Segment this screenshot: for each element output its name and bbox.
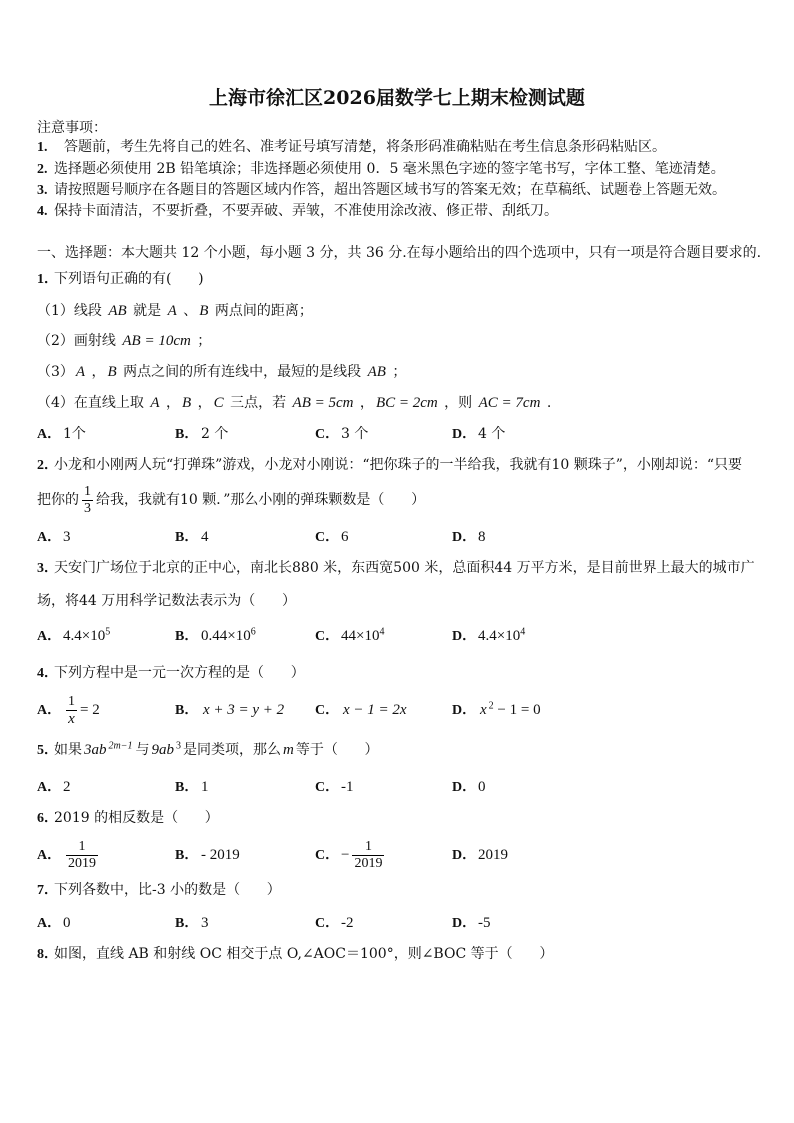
math-expression: B <box>199 303 209 319</box>
option-text: 4 个 <box>478 426 506 442</box>
option-label: A． <box>37 916 62 931</box>
fraction <box>66 839 98 872</box>
question-text: 如图，直线 AB 和射线 OC 相交于点 O,∠AOC＝100°，则∠BOC 等于（ ） <box>54 946 554 962</box>
question-text: 把你的 <box>37 492 79 508</box>
q2-option-a <box>37 528 71 547</box>
q2-option-c <box>315 528 349 547</box>
option-text: 1 <box>201 779 209 795</box>
statement-label: （1） <box>37 303 74 319</box>
question-text: 场，将44 万用科学记数法表示为（ ） <box>37 593 296 609</box>
notice-text: 请按照题号顺序在各题目的答题区域内作答，超出答题区域书写的答案无效；在草稿纸、试题卷上答题无效。 <box>54 182 726 198</box>
statement-label: （2） <box>37 333 74 349</box>
statement-text: ，则 <box>439 395 477 411</box>
fraction-denominator: x <box>66 710 77 727</box>
question-4-stem <box>37 664 305 683</box>
notice-number: 1. <box>37 140 48 155</box>
question-text: 下列方程中是一元一次方程的是（ ） <box>54 665 305 681</box>
option-text: 2 个 <box>201 426 229 442</box>
question-number: 3． <box>37 561 58 576</box>
option-text: -2 <box>341 915 354 931</box>
option-text: -1 <box>341 779 354 795</box>
option-label: C． <box>315 848 340 863</box>
q4-option-c <box>315 692 409 729</box>
statement-text: ， <box>87 364 106 380</box>
notice-heading: 注意事项： <box>37 120 107 136</box>
question-6-stem <box>37 809 219 828</box>
question-text: 等于（ ） <box>295 742 379 758</box>
question-text: 天安门广场位于北京的正中心，南北长880 米，东西宽500 米，总面积44 万平方米，是目前世界上最大的城市广 <box>54 560 755 576</box>
q2-option-d <box>452 528 486 547</box>
statement-text: ； <box>387 364 407 380</box>
notice-item <box>37 181 726 200</box>
exponent: 4 <box>379 626 385 638</box>
statement-text: . <box>542 395 552 411</box>
statement-text: 三点，若 <box>225 395 291 411</box>
fraction-denominator: 2019 <box>68 855 96 871</box>
math-expression: BC = 2cm <box>375 395 438 411</box>
notice-text: 答题前，考生先将自己的姓名、准考证号填写清楚，将条形码准确粘贴在考生信息条形码粘贴区。 <box>64 139 666 155</box>
question-5-stem <box>37 741 379 760</box>
notice-item <box>37 138 666 157</box>
exponent: 2m−1 <box>108 740 133 752</box>
option-label: A． <box>37 427 62 442</box>
q1-statement-1 <box>37 302 313 320</box>
minus-sign: − <box>341 847 350 863</box>
math-expression: 0.44×10 <box>201 628 251 644</box>
question-2-stem <box>37 456 742 475</box>
q6-option-a <box>37 837 101 874</box>
option-text: 8 <box>478 529 486 545</box>
option-label: D． <box>452 703 477 718</box>
q6-option-d <box>452 837 508 874</box>
exponent: 5 <box>105 626 111 638</box>
q7-option-a <box>37 914 71 933</box>
option-label: B． <box>175 530 199 545</box>
math-expression: 3ab <box>84 742 107 758</box>
option-label: D． <box>452 916 477 931</box>
math-expression: AB <box>108 303 127 319</box>
question-text: 给我，我就有10 颗．”那么小刚的弹珠颗数是（ ） <box>96 492 426 508</box>
q5-option-d <box>452 778 486 797</box>
question-3-stem <box>37 559 755 578</box>
math-expression: 9ab <box>151 742 174 758</box>
statement-text: 线段 <box>73 303 107 319</box>
option-text: 4 <box>201 529 209 545</box>
q5-option-b <box>175 778 209 797</box>
question-text: 与 <box>135 742 150 758</box>
option-label: C． <box>315 427 340 442</box>
option-text: 2 <box>63 779 71 795</box>
math-expression: A <box>75 364 86 380</box>
question-7-stem <box>37 881 281 900</box>
fraction-denominator: 2019 <box>354 855 383 871</box>
q2-option-b <box>175 528 209 547</box>
question-number: 5． <box>37 743 58 758</box>
q1-statement-2 <box>37 332 211 350</box>
exponent: 4 <box>520 626 526 638</box>
option-text: -5 <box>478 915 491 931</box>
math-expression: B <box>182 395 192 411</box>
question-number: 6． <box>37 811 58 826</box>
statement-text: ， <box>161 395 180 411</box>
option-label: A． <box>37 530 62 545</box>
option-label: D． <box>452 629 477 644</box>
q6-option-b <box>175 837 240 874</box>
statement-text: 、 <box>178 303 198 319</box>
q7-option-d <box>452 914 491 933</box>
notice-number: 3. <box>37 183 48 198</box>
option-label: C． <box>315 629 340 644</box>
statement-text: 两点之间的所有连线中，最短的是线段 <box>118 364 366 380</box>
option-text: 3 <box>63 529 71 545</box>
statement-text: 画射线 <box>73 333 121 349</box>
option-label: B． <box>175 427 199 442</box>
exponent: 3 <box>175 740 181 752</box>
math-expression: − 1 = 0 <box>493 702 541 718</box>
q5-option-a <box>37 778 71 797</box>
option-label: A． <box>37 848 62 863</box>
option-label: C． <box>315 703 340 718</box>
fraction <box>66 694 77 727</box>
question-2-stem-continued <box>37 482 425 518</box>
question-text: 2019 的相反数是（ ） <box>54 810 219 826</box>
option-label: A． <box>37 629 62 644</box>
option-label: C． <box>315 916 340 931</box>
statement-text: ， <box>355 395 374 411</box>
option-text: 0 <box>478 779 486 795</box>
math-expression: x <box>480 702 487 718</box>
q1-option-b <box>175 425 228 444</box>
statement-label: （3） <box>37 364 74 380</box>
fraction-numerator: 1 <box>78 838 86 854</box>
math-expression: 4.4×10 <box>478 628 521 644</box>
math-expression: AC = 7cm <box>478 395 541 411</box>
notice-item <box>37 202 558 221</box>
option-text: 2019 <box>478 847 508 863</box>
math-expression: AB <box>367 364 386 380</box>
exponent: 6 <box>250 626 256 638</box>
option-label: B． <box>175 848 199 863</box>
q4-option-d <box>452 692 541 729</box>
math-expression: x − 1 = 2x <box>343 702 407 718</box>
question-1-stem <box>37 270 204 289</box>
math-expression: AB = 10cm <box>122 333 191 349</box>
fraction-numerator: 1 <box>68 693 75 709</box>
question-text: 是同类项，那么 <box>182 742 281 758</box>
fraction-numerator: 1 <box>364 838 372 854</box>
option-text: 1个 <box>63 426 86 442</box>
q5-option-c <box>315 778 354 797</box>
math-expression: x + 3 = y + 2 <box>203 702 285 718</box>
question-text: 小龙和小刚两人玩“打弹珠”游戏，小龙对小刚说：“把你珠子的一半给我，我就有10 颗珠子”，小刚却说：“只要 <box>54 457 743 473</box>
section-heading: 一、选择题：本大题共 12 个小题，每小题 3 分，共 36 分.在每小题给出的四个选项中，只有一项是符合题目要求的. <box>37 245 762 261</box>
math-expression: B <box>107 364 117 380</box>
notice-number: 4. <box>37 204 48 219</box>
math-expression: 4.4×10 <box>63 628 106 644</box>
q4-option-b <box>175 692 286 729</box>
option-text: 3 个 <box>341 426 369 442</box>
q4-option-a <box>37 692 100 729</box>
option-label: D． <box>452 848 477 863</box>
option-text: - 2019 <box>201 847 240 863</box>
question-number: 1． <box>37 272 58 287</box>
math-expression: = 2 <box>80 702 100 718</box>
question-8-stem <box>37 945 553 964</box>
option-label: D． <box>452 530 477 545</box>
notice-item <box>37 160 725 179</box>
q1-option-d <box>452 425 505 444</box>
option-label: C． <box>315 780 340 795</box>
question-text: 下列各数中，比-3 小的数是（ ） <box>54 882 281 898</box>
option-label: B． <box>175 629 199 644</box>
question-3-stem-continued <box>37 592 296 610</box>
option-label: B． <box>175 780 199 795</box>
q3-option-c <box>315 627 384 646</box>
option-label: A． <box>37 780 62 795</box>
fraction-numerator: 1 <box>84 483 91 499</box>
statement-text: ； <box>192 333 212 349</box>
option-label: B． <box>175 916 199 931</box>
q7-option-b <box>175 914 209 933</box>
q6-option-c <box>315 837 387 874</box>
math-expression: A <box>167 303 177 319</box>
statement-label: （4） <box>37 395 74 411</box>
option-label: C． <box>315 530 340 545</box>
fraction <box>82 484 93 517</box>
q1-statement-4 <box>37 394 551 412</box>
option-text: 0 <box>63 915 71 931</box>
statement-text: 两点间的距离； <box>210 303 313 319</box>
option-text: 3 <box>201 915 209 931</box>
option-label: D． <box>452 427 477 442</box>
notice-text: 保持卡面清洁，不要折叠，不要弄破、弄皱，不准使用涂改液、修正带、刮纸刀。 <box>54 203 558 219</box>
q1-option-a <box>37 425 86 444</box>
option-label: D． <box>452 780 477 795</box>
option-label: B． <box>175 703 199 718</box>
math-expression: 44×10 <box>341 628 380 644</box>
question-text: 下列语句正确的有( ) <box>54 271 204 287</box>
notice-text: 选择题必须使用 2B 铅笔填涂；非选择题必须使用 0．5 毫米黑色字迹的签字笔书写，字体工整、笔迹清楚。 <box>54 161 725 177</box>
statement-text: 在直线上取 <box>73 395 149 411</box>
question-text: 如果 <box>54 742 82 758</box>
statement-text: 就是 <box>128 303 166 319</box>
q1-statement-3 <box>37 363 406 381</box>
question-number: 2． <box>37 458 58 473</box>
exam-title: 上海市徐汇区2026届数学七上期末检测试题 <box>209 87 585 109</box>
q3-option-a <box>37 627 110 646</box>
notice-number: 2. <box>37 162 48 177</box>
question-number: 8． <box>37 947 58 962</box>
math-expression: A <box>150 395 160 411</box>
q7-option-c <box>315 914 354 933</box>
exponent: 2 <box>488 700 494 712</box>
statement-text: ， <box>193 395 212 411</box>
fraction-denominator: 3 <box>84 500 91 516</box>
math-expression: m <box>282 742 294 758</box>
math-expression: C <box>213 395 224 411</box>
question-number: 4． <box>37 666 58 681</box>
q3-option-d <box>452 627 525 646</box>
question-number: 7． <box>37 883 58 898</box>
fraction <box>352 839 384 872</box>
option-label: A． <box>37 703 62 718</box>
math-expression: AB = 5cm <box>292 395 354 411</box>
q3-option-b <box>175 627 256 646</box>
option-text: 6 <box>341 529 349 545</box>
q1-option-c <box>315 425 368 444</box>
